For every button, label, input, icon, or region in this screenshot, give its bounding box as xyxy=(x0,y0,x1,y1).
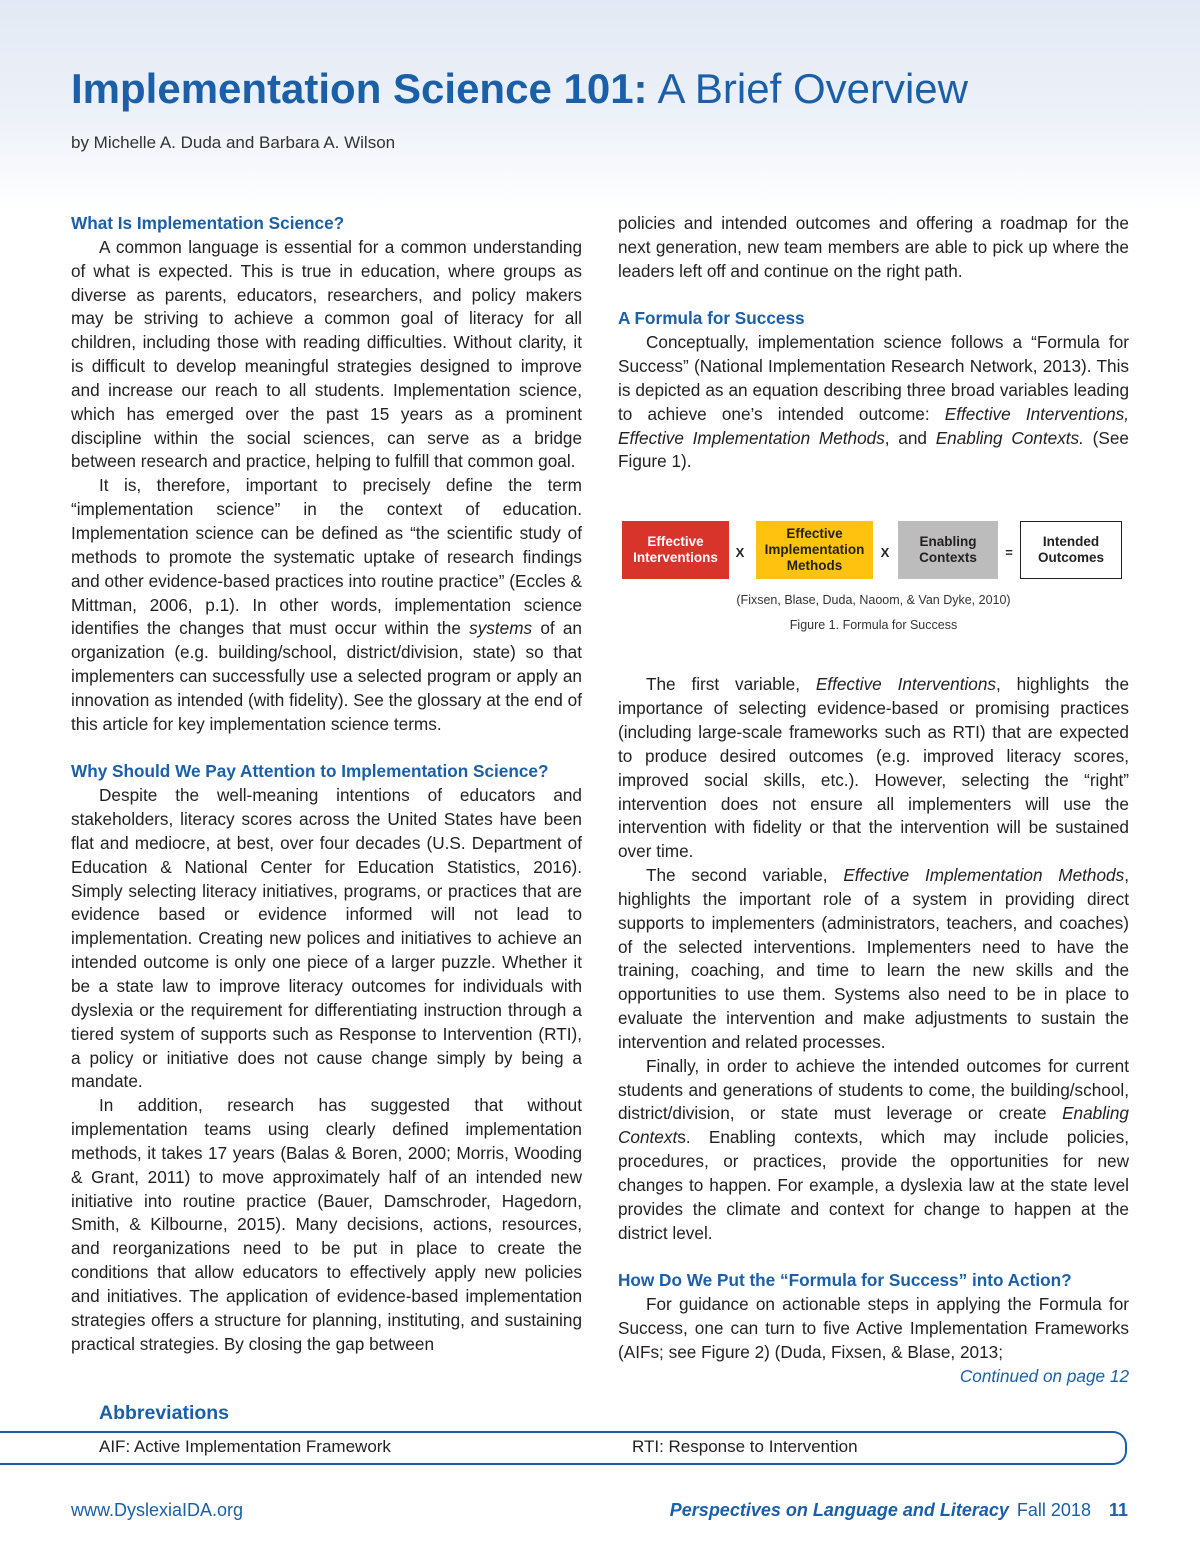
times-operator: X xyxy=(735,545,745,561)
journal-name: Perspectives on Language and Literacy xyxy=(669,1500,1009,1520)
figure-caption: Figure 1. Formula for Success xyxy=(789,618,958,633)
issue-label: Fall 2018 xyxy=(1016,1500,1091,1520)
footer-url[interactable]: www.DyslexiaIDA.org xyxy=(71,1500,244,1520)
box-intended-outcomes: Intended Outcomes xyxy=(1020,521,1122,579)
paragraph: A common language is essential for a common understanding of what is expected. This is true in education, where groups as diverse as parents, educators, researchers, and policy makers may be striving to achieve a common goal of literacy for all children, including those with reading difficulties. Without clarity, it is difficult to develop meaningful strategies designed to improve and increase our reach to all students. Implementation science, which has emerged over the past 15 years as a prominent discipline within the social sciences, can serve as a bridge between research and practice, helping to fulfill that common goal. xyxy=(71,236,582,472)
times-operator: X xyxy=(880,545,890,561)
article-title xyxy=(71,62,968,116)
heading-what-is: What Is Implementation Science? xyxy=(71,213,345,233)
footer-journal-info xyxy=(670,1500,1128,1521)
heading-formula: A Formula for Success xyxy=(618,308,805,329)
title-main: Implementation Science 101: xyxy=(71,65,648,112)
page-number: 11 xyxy=(1108,1500,1128,1520)
paragraph: Despite the well-meaning intentions of educators and stakeholders, literacy scores across the United States have been flat and mediocre, at best, over four decades (U.S. Department of Education & National Center for Education Statistics, 2016). Simply selecting literacy initiatives, programs, or practices that are evidence based or evidence informed will not lead to implementation. Creating new polices and initiatives to achieve an intended outcome is only one piece of a larger puzzle. Whether it be a state law to improve literacy outcomes for individuals with dyslexia or the requirement for differentiating instruction through a tiered system of supports such as Response to Intervention (RTI), a policy or initiative does not cause change simply by being a mandate. xyxy=(71,785,582,1092)
paragraph: Conceptually, implementation science follows a “Formula for Success” (National Implementation Research Network, 2013). This is depicted as an equation describing three broad variables leading to achieve one’s intended outcome: Effective Interventions, Effective Implementation Methods, and Enabling Contexts. (See Figure 1). xyxy=(618,332,1129,472)
paragraph: In addition, research has suggested that without implementation teams using clearly defined implementation methods, it takes 17 years (Balas & Boren, 2000; Morris, Wooding & Grant, 2011) to move approximately half of an intended new initiative into routine practice (Bauer, Damschroder, Hagedorn, Smith, & Kilbourne, 2015). Many decisions, actions, resources, and reorganizations need to be put in place to create the conditions that allow educators to effectively apply new policies and initiatives. The application of evidence-based implementation strategies offers a structure for planning, instituting, and sustaining practical strategies. By closing the gap between xyxy=(71,1095,582,1354)
title-subtitle: A Brief Overview xyxy=(657,65,968,112)
box-effective-interventions: Effective Interventions xyxy=(622,521,729,579)
paragraph: policies and intended outcomes and offering a roadmap for the next generation, new team members are able to pick up where the leaders left off and continue on the right path. xyxy=(618,213,1129,281)
right-column xyxy=(618,212,1129,1389)
figure-formula xyxy=(618,497,1129,649)
paragraph: It is, therefore, important to precisely define the term “implementation science” in the context of education. Implementation science can be defined as “the scientific study of methods to promote the systematic uptake of research findings and other evidence-based practices into routine practice” (Eccles & Mittman, 2006, p.1). In other words, implementation science identifies the changes that must occur within the systems of an organization (e.g. building/school, district/division, state) so that implementers can successfully use a selected program or apply an innovation as intended (with fidelity). See the glossary at the end of this article for key implementation science terms. xyxy=(71,475,582,734)
left-column xyxy=(71,212,582,1357)
figure-citation: (Fixsen, Blase, Duda, Naoom, & Van Dyke, 2010) xyxy=(736,593,1011,608)
equals-operator: = xyxy=(1005,545,1013,561)
byline: by Michelle A. Duda and Barbara A. Wilson xyxy=(71,133,396,152)
abbreviations-title: Abbreviations xyxy=(99,1402,230,1424)
paragraph: The first variable, Effective Interventions, highlights the importance of selecting evidence-based or promising practices (including large-scale frameworks such as RTI) that are expected to produce desired outcomes (e.g. improved literacy scores, improved social skills, etc.). However, selecting the “right” intervention does not ensure all implementers will use the intervention with fidelity or that the intervention will be sustained over time. xyxy=(618,674,1130,862)
box-enabling-contexts: Enabling Contexts xyxy=(898,521,998,579)
paragraph: Finally, in order to achieve the intended outcomes for current students and generations of students to come, the building/school, district/division, or state must leverage or create Enabling Contexts. Enabling contexts, which may include policies, procedures, or practices, provide the opportunities for new changes to happen. For example, a dyslexia law at the state level provides the climate and context for change to happen at the district level. xyxy=(618,1055,1129,1243)
box-effective-implementation-methods: Effective Implementation Methods xyxy=(756,521,873,579)
paragraph: The second variable, Effective Implementation Methods, highlights the important role of a system in providing direct supports to implementers (administrators, teachers, and coaches) of the selected interventions. Implementers need to have the training, coaching, and time to learn the new skills and the opportunities to use them. Systems also need to be in place to evaluate the intervention and make adjustments to sustain the intervention and related processes. xyxy=(618,865,1129,1052)
abbreviation-rti: RTI: Response to Intervention xyxy=(632,1437,858,1456)
heading-how-action: How Do We Put the “Formula for Success” into Action? xyxy=(618,1270,1072,1291)
continued-link[interactable]: Continued on page 12 xyxy=(959,1365,1129,1386)
paragraph: For guidance on actionable steps in applying the Formula for Success, one can turn to five Active Implementation Frameworks (AIFs; see Figure 2) (Duda, Fixsen, & Blase, 2013; xyxy=(618,1294,1129,1362)
heading-why-attention: Why Should We Pay Attention to Implementation Science? xyxy=(71,761,549,782)
abbreviation-aif: AIF: Active Implementation Framework xyxy=(99,1437,391,1456)
